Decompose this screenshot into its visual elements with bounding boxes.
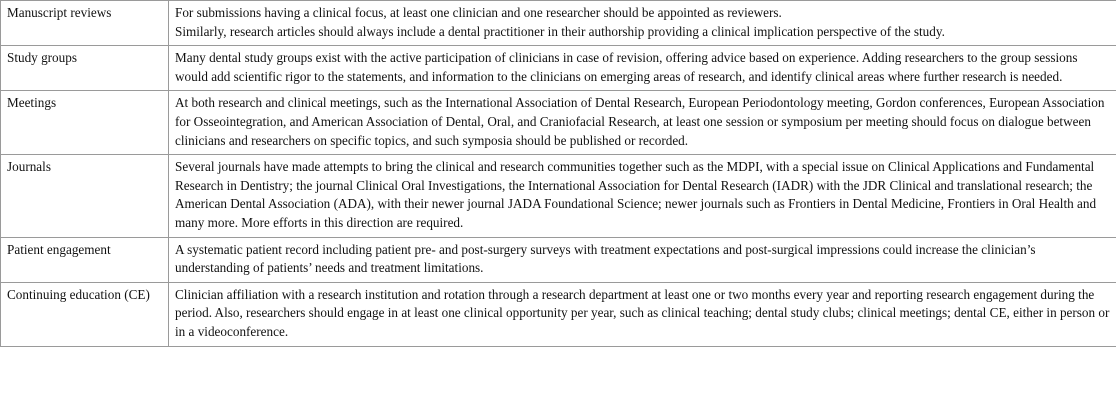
row-text-patient-engagement: A systematic patient record including patient pre- and post-surgery surveys with treatment expectations and post-surgical impressions could increase the clinician’s understanding of patients’ needs and treatment limitations. bbox=[169, 237, 1116, 282]
row-text-continuing-education: Clinician affiliation with a research institution and rotation through a research department at least one or two months every year and reporting research engagement during the period. Also, researchers should engage in at least one clinical opportunity per year, such as clinical teaching; dental study clubs; clinical meetings; dental CE, either in person or in a videoconference. bbox=[169, 282, 1116, 346]
row-label-manuscript-reviews: Manuscript reviews bbox=[1, 1, 169, 46]
row-label-patient-engagement: Patient engagement bbox=[1, 237, 169, 282]
table-row bbox=[1, 91, 1116, 155]
row-text-study-groups: Many dental study groups exist with the active participation of clinicians in case of revision, offering advice based on experience. Adding researchers to the group sessions would add scientific rigor to the statements, and information to the clinicians on emerging areas of research, and identify clinical areas where further research is needed. bbox=[169, 46, 1116, 91]
row-label-journals: Journals bbox=[1, 155, 169, 237]
table-row bbox=[1, 282, 1116, 346]
row-text-manuscript-reviews: For submissions having a clinical focus, at least one clinician and one researcher should be appointed as reviewers. Similarly, research articles should always include a dental practitioner in their authorship providing a clinical implication perspective of the study. bbox=[169, 1, 1116, 46]
row-text-meetings: At both research and clinical meetings, such as the International Association of Dental Research, European Periodontology meeting, Gordon conferences, European Association for Osseointegration, and American Association of Dental, Oral, and Craniofacial Research, at least one session or symposium per meeting should focus on dialogue between clinicians and researchers on specific topics, and such symposia should be published or recorded. bbox=[169, 91, 1116, 155]
table-row bbox=[1, 46, 1116, 91]
row-label-continuing-education: Continuing education (CE) bbox=[1, 282, 169, 346]
row-label-meetings: Meetings bbox=[1, 91, 169, 155]
row-text-journals: Several journals have made attempts to bring the clinical and research communities together such as the MDPI, with a special issue on Clinical Applications and Fundamental Research in Dentistry; the journal Clinical Oral Investigations, the International Association for Dental Research (IADR) with the JDR Clinical and translational research; the American Dental Association (ADA), with their newer journal JADA Foundational Science; newer journals such as Frontiers in Dental Medicine, Frontiers in Oral Health and many more. More efforts in this direction are required. bbox=[169, 155, 1116, 237]
table-row bbox=[1, 237, 1116, 282]
table-row bbox=[1, 155, 1116, 237]
row-label-study-groups: Study groups bbox=[1, 46, 169, 91]
table-row bbox=[1, 1, 1116, 46]
